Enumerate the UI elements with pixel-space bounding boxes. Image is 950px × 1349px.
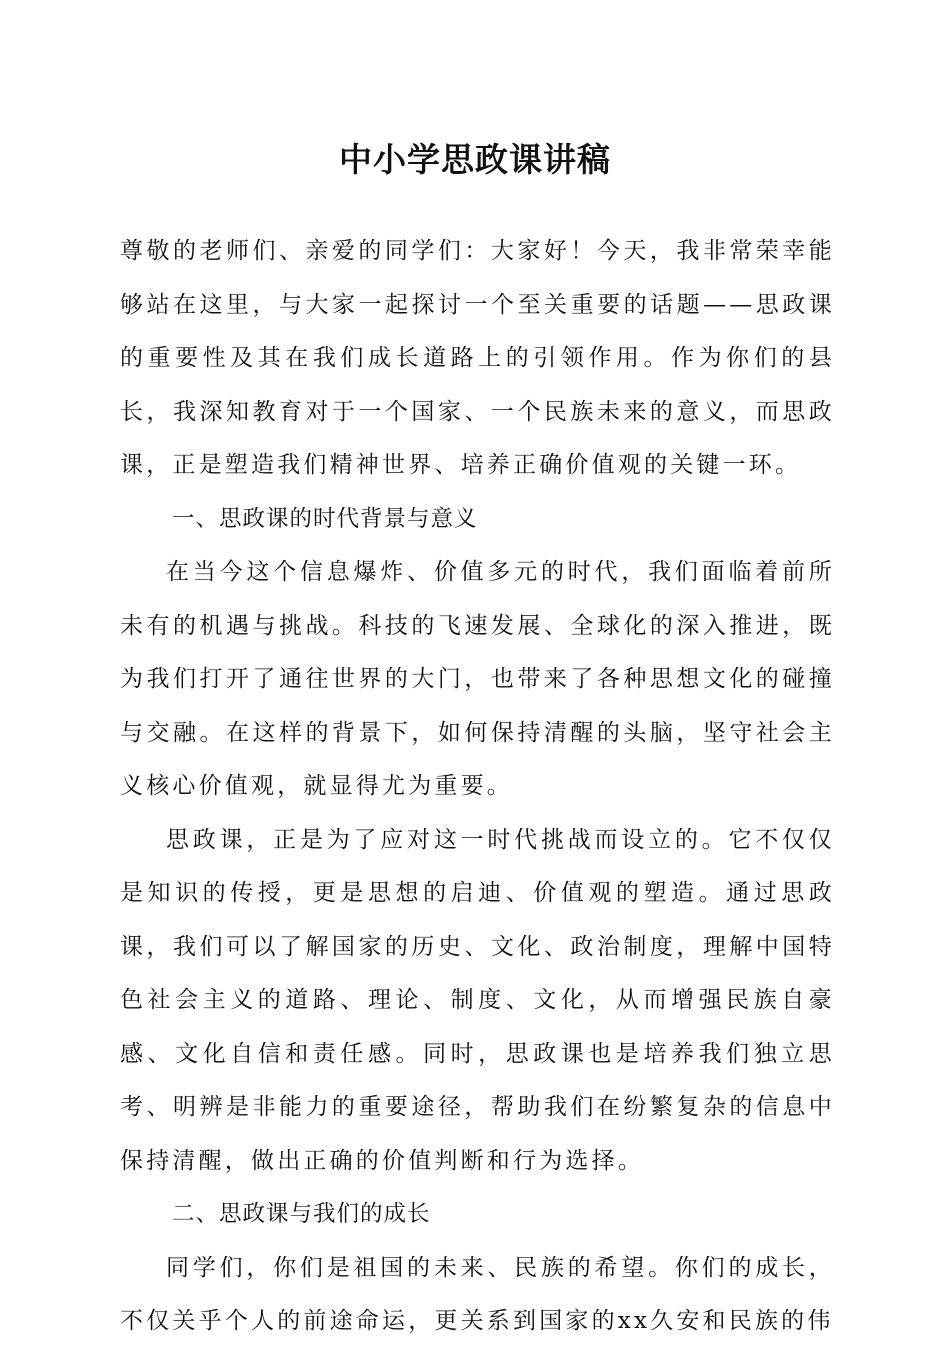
paragraph-3: 同学们，你们是祖国的未来、民族的希望。你们的成长，不仅关乎个人的前途命运，更关系到国家的xx久安和民族的伟 <box>120 1254 835 1334</box>
page-title: 中小学思政课讲稿 <box>339 140 611 179</box>
paragraph-2: 思政课，正是为了应对这一时代挑战而设立的。它不仅仅是知识的传授，更是思想的启迪、价值观的塑造。通过思政课，我们可以了解国家的历史、文化、政治制度，理解中国特色社会主义的道路、理论、制度、文化，从而增强民族自豪感、文化自信和责任感。同时，思政课也是培养我们独立思考、明辨是非能力的重要途径，帮助我们在纷繁复杂的信息中保持清醒，做出正确的价值判断和行为选择。 <box>120 826 835 1174</box>
section-heading-2: 二、思政课与我们的成长 <box>172 1201 431 1227</box>
document-body <box>120 225 835 1349</box>
section-heading-1: 一、思政课的时代背景与意义 <box>172 505 478 532</box>
paragraph-1: 在当今这个信息爆炸、价值多元的时代，我们面临着前所未有的机遇与挑战。科技的飞速发展、全球化的深入推进，既为我们打开了通往世界的大门，也带来了各种思想文化的碰撞与交融。在这样的背景下，如何保持清醒的头脑，坚守社会主义核心价值观，就显得尤为重要。 <box>120 559 835 799</box>
intro-paragraph: 尊敬的老师们、亲爱的同学们：大家好！今天，我非常荣幸能够站在这里，与大家一起探讨一个至关重要的话题——思政课的重要性及其在我们成长道路上的引领作用。作为你们的县长，我深知教育对于一个国家、一个民族未来的意义，而思政课，正是塑造我们精神世界、培养正确价值观的关键一环。 <box>120 238 835 478</box>
